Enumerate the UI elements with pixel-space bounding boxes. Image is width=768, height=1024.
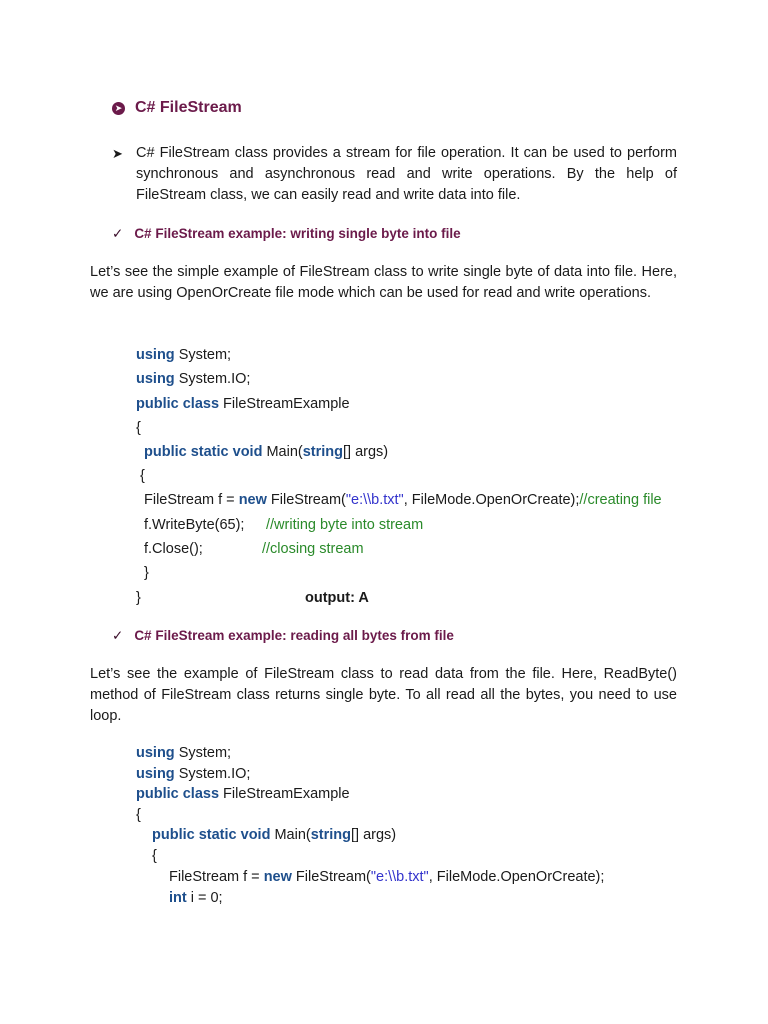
code1-line-main-decl xyxy=(144,444,388,460)
code1-line-open-brace-inner: { xyxy=(140,468,145,484)
code-text: [] args) xyxy=(343,444,389,460)
page-title xyxy=(112,99,242,117)
code-text: FileStream f = xyxy=(169,869,264,885)
code-text: Main( xyxy=(262,444,303,460)
keyword: using xyxy=(136,766,175,782)
keyword: using xyxy=(136,745,175,761)
code-text: Main( xyxy=(270,827,311,843)
code-text: System.IO; xyxy=(174,766,251,782)
section1-paragraph: Let’s see the simple example of FileStream class to write single byte of data into file. Here, we are using OpenOrCreate file mode which can be used for read and write operations. xyxy=(90,264,677,301)
code1-line-close: f.Close(); xyxy=(144,541,203,557)
section1-heading xyxy=(112,226,461,242)
code1-line-close-brace: } xyxy=(136,590,141,606)
keyword: string xyxy=(302,444,344,460)
code-text: System; xyxy=(174,347,232,363)
section1-heading-text: C# FileStream example: writing single byte into file xyxy=(134,226,461,241)
code-text: i = 0; xyxy=(186,890,223,906)
code1-line-filestream xyxy=(144,492,662,508)
checkmark-icon: ✓ xyxy=(112,628,124,643)
code-text: FileStream( xyxy=(291,869,371,885)
code-text: [] args) xyxy=(351,827,397,843)
code2-line-open-brace-inner: { xyxy=(152,848,157,864)
code2-line-using-system-io xyxy=(136,766,250,782)
code-comment: //creating file xyxy=(579,492,662,508)
code1-line-open-brace: { xyxy=(136,420,141,436)
section1-output: output: A xyxy=(305,590,369,606)
keyword: using xyxy=(136,371,175,387)
keyword: new xyxy=(238,492,267,508)
code1-line-class-decl xyxy=(136,396,350,412)
string-literal: "e:\\b.txt" xyxy=(370,869,429,885)
checkmark-icon: ✓ xyxy=(112,226,124,241)
code1-line-using-system-io xyxy=(136,371,250,387)
code1-line-writebyte: f.WriteByte(65); xyxy=(144,517,245,533)
keyword: public static void xyxy=(144,444,263,460)
keyword: int xyxy=(169,890,187,906)
code1-comment-write: //writing byte into stream xyxy=(266,517,424,533)
code2-line-open-brace: { xyxy=(136,807,141,823)
code-text: , FileMode.OpenOrCreate); xyxy=(428,869,605,885)
keyword: public class xyxy=(136,396,220,412)
section2-paragraph: Let’s see the example of FileStream class to read data from the file. Here, ReadByte() method of FileStream class returns single byte. To all read all the bytes, you need to use loop. xyxy=(90,666,677,724)
keyword: public class xyxy=(136,786,220,802)
section2-heading xyxy=(112,628,454,644)
string-literal: "e:\\b.txt" xyxy=(345,492,404,508)
intro-text: C# FileStream class provides a stream for file operation. It can be used to perform synchronous and asynchronous read and write operations. By the help of FileStream class, we can easily read and write data into file. xyxy=(136,145,677,203)
code2-line-using-system xyxy=(136,745,231,761)
arrowhead-bullet-icon: ➤ xyxy=(112,146,123,161)
code1-comment-close: //closing stream xyxy=(262,541,364,557)
code2-line-class-decl xyxy=(136,786,350,802)
code-text: FileStreamExample xyxy=(219,396,350,412)
code2-line-main-decl xyxy=(152,827,396,843)
code1-line-using-system xyxy=(136,347,231,363)
code2-line-filestream xyxy=(169,869,604,885)
keyword: string xyxy=(310,827,352,843)
code-text: , FileMode.OpenOrCreate); xyxy=(403,492,580,508)
keyword: new xyxy=(263,869,292,885)
keyword: public static void xyxy=(152,827,271,843)
code-text: FileStream f = xyxy=(144,492,239,508)
code-text: System; xyxy=(174,745,232,761)
keyword: using xyxy=(136,347,175,363)
circle-arrow-bullet-icon: ➤ xyxy=(112,102,125,115)
code-text: FileStream( xyxy=(266,492,346,508)
section2-heading-text: C# FileStream example: reading all bytes from file xyxy=(134,628,454,643)
code-text: System.IO; xyxy=(174,371,251,387)
page-title-text: C# FileStream xyxy=(135,99,242,116)
code1-line-close-brace-inner: } xyxy=(144,565,149,581)
code-text: FileStreamExample xyxy=(219,786,350,802)
code2-line-int-decl xyxy=(169,890,223,906)
